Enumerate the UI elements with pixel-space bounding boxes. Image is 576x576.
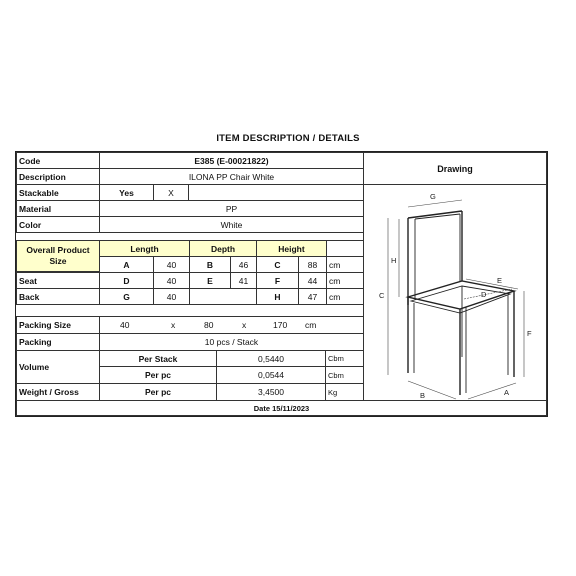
packing-size-height: 170	[273, 320, 288, 330]
drawing-label-b: B	[420, 391, 426, 400]
code-value: E385 (E-00021822)	[99, 152, 364, 169]
code-label: Code	[16, 152, 100, 169]
volume-per-pc-unit: Cbm	[325, 366, 364, 384]
key-d: D	[99, 272, 154, 289]
drawing-label-c: C	[379, 291, 385, 300]
stackable-yes: Yes	[99, 184, 154, 201]
value-d: 40	[153, 272, 190, 289]
value-a: 40	[153, 256, 190, 273]
overall-unit: cm	[326, 256, 364, 273]
packing-size-row	[99, 316, 364, 334]
drawing-label: Drawing	[363, 152, 547, 185]
volume-per-pc-value: 0,0544	[216, 366, 326, 384]
packing-label: Packing	[16, 333, 100, 351]
weight-unit: Kg	[325, 383, 364, 401]
color-value: White	[99, 216, 364, 233]
stackable-label: Stackable	[16, 184, 100, 201]
value-c: 88	[298, 256, 327, 273]
description-label: Description	[16, 168, 100, 185]
drawing-label-g: G	[430, 192, 436, 201]
weight-per-pc-label: Per pc	[99, 383, 217, 401]
value-f: 44	[298, 272, 327, 289]
volume-per-stack-label: Per Stack	[99, 350, 217, 367]
spec-sheet	[15, 151, 548, 417]
value-h: 47	[298, 288, 327, 305]
stackable-empty	[188, 184, 364, 201]
seat-unit: cm	[326, 272, 364, 289]
key-g: G	[99, 288, 154, 305]
drawing-area	[363, 184, 547, 401]
overall-empty	[326, 240, 364, 257]
volume-per-stack-value: 0,5440	[216, 350, 326, 367]
description-value: ILONA PP Chair White	[99, 168, 364, 185]
chair-drawing	[364, 185, 546, 400]
volume-per-stack-unit: Cbm	[325, 350, 364, 367]
color-label: Color	[16, 216, 100, 233]
volume-label: Volume	[16, 350, 100, 384]
packing-size-unit: cm	[305, 320, 317, 330]
weight-value: 3,4500	[216, 383, 326, 401]
page-title: ITEM DESCRIPTION / DETAILS	[216, 133, 360, 144]
value-e: 41	[230, 272, 257, 289]
material-value: PP	[99, 200, 364, 217]
packing-size-label: Packing Size	[16, 316, 100, 334]
overall-size-label: Overall Product Size	[16, 240, 100, 272]
packing-size-width: 80	[204, 320, 214, 330]
value-g: 40	[153, 288, 190, 305]
drawing-label-e: E	[497, 276, 503, 285]
weight-label: Weight / Gross	[16, 383, 100, 401]
packing-size-length: 40	[120, 320, 130, 330]
packing-size-x1: x	[171, 320, 176, 330]
key-e: E	[189, 272, 231, 289]
back-empty	[189, 288, 257, 305]
key-a: A	[99, 256, 154, 273]
seat-label: Seat	[16, 272, 100, 289]
date: Date 15/11/2023	[16, 400, 547, 416]
back-unit: cm	[326, 288, 364, 305]
key-f: F	[256, 272, 299, 289]
stackable-mark: X	[153, 184, 189, 201]
drawing-label-d: D	[481, 290, 487, 299]
key-h: H	[256, 288, 299, 305]
drawing-label-h: H	[391, 256, 397, 265]
packing-value: 10 pcs / Stack	[99, 333, 364, 351]
depth-header: Depth	[189, 240, 257, 257]
back-label: Back	[16, 288, 100, 305]
value-b: 46	[230, 256, 257, 273]
packing-size-x2: x	[242, 320, 247, 330]
height-header: Height	[256, 240, 327, 257]
volume-per-pc-label: Per pc	[99, 366, 217, 384]
length-header: Length	[99, 240, 190, 257]
drawing-label-a: A	[504, 388, 510, 397]
key-c: C	[256, 256, 299, 273]
drawing-label-f: F	[527, 329, 532, 338]
key-b: B	[189, 256, 231, 273]
material-label: Material	[16, 200, 100, 217]
